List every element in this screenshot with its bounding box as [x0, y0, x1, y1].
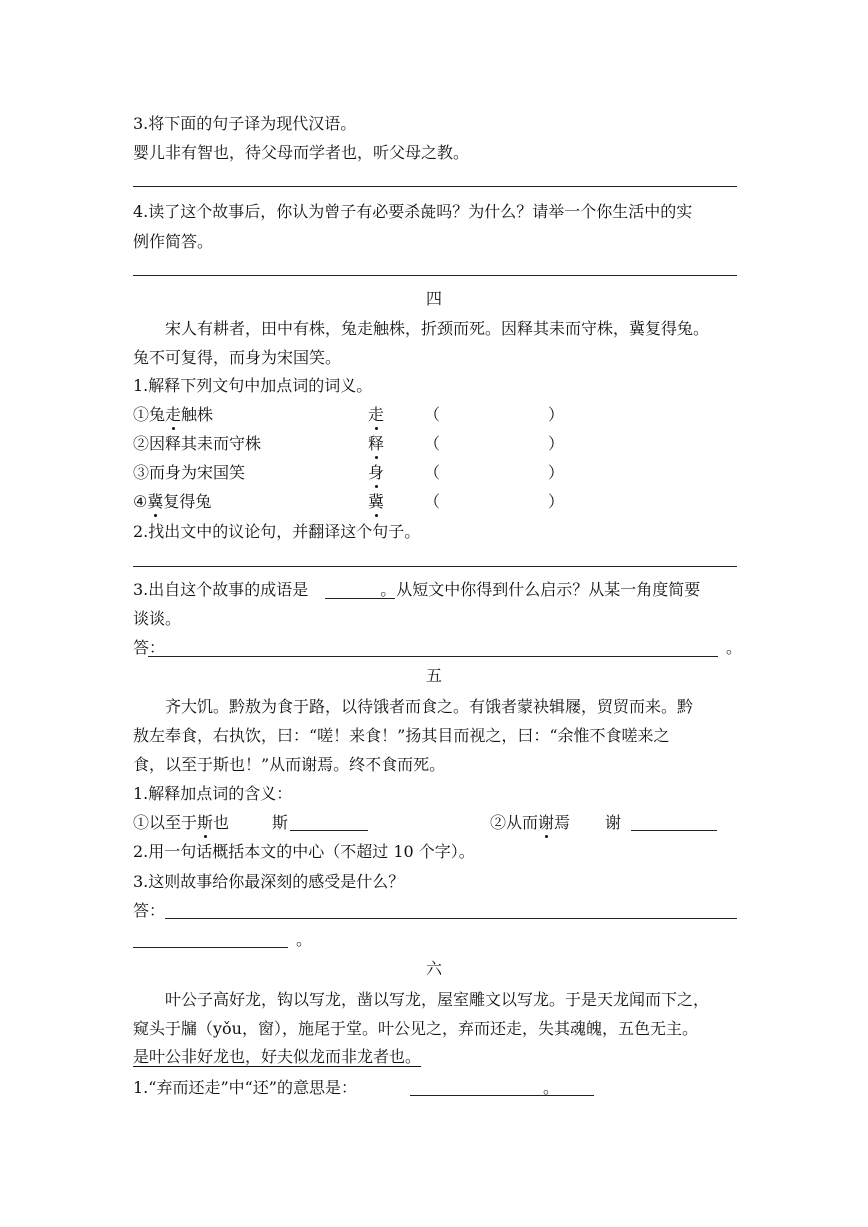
answer-blank[interactable] [410, 1095, 594, 1096]
vocab-word: 走 [368, 405, 385, 424]
vocab-word: 谢 [605, 813, 622, 832]
passage-line: 齐大饥。黔敖为食于路，以待饿者而食之。有饿者蒙袂辑屦，贸贸而来。黔 [165, 697, 694, 716]
vocab-word: 释 [368, 434, 385, 453]
question-4-line2: 例作简答。 [133, 232, 214, 251]
section-heading-5: 五 [425, 666, 442, 685]
answer-paren-open[interactable]: （ [424, 434, 441, 453]
answer-blank[interactable] [290, 830, 368, 831]
vocab-phrase: ②从而谢焉 [490, 813, 571, 832]
answer-paren-open[interactable]: （ [424, 405, 441, 424]
passage-line: 敖左奉食，右执饮，曰：“嗟！来食！”扬其目而视之，曰：“余惟不食嗟来之 [133, 726, 670, 745]
question-2-prompt: 2.用一句话概括本文的中心（不超过 10 个字）。 [133, 842, 475, 861]
vocab-phrase: ①以至于斯也 [133, 813, 230, 832]
answer-paren-open[interactable]: （ [424, 463, 441, 482]
answer-label: 答： [133, 638, 166, 657]
answer-label: 答： [133, 901, 166, 920]
passage-line: 食，以至于斯也！”从而谢焉。终不食而死。 [133, 755, 446, 774]
answer-line[interactable] [165, 918, 737, 919]
vocab-word: 身 [368, 463, 385, 482]
vocab-phrase: ①兔走触株 [133, 405, 214, 424]
answer-paren-open[interactable]: （ [424, 492, 441, 511]
question-1-prompt: 1.“弃而还走”中“还”的意思是： 。 [133, 1078, 560, 1097]
question-1-prompt: 1.解释下列文句中加点词的词义。 [133, 376, 373, 395]
passage-line-underlined: 是叶公非好龙也，好夫似龙而非龙者也。 [133, 1047, 422, 1066]
answer-line[interactable] [133, 275, 737, 276]
section-heading-6: 六 [425, 959, 442, 978]
answer-end-mark: 。 [296, 930, 313, 949]
answer-paren-close[interactable]: ） [548, 434, 565, 453]
passage-line: 窥头于牖（yǒu，窗），施尾于堂。叶公见之，弃而还走，失其魂魄，五色无主。 [133, 1019, 698, 1038]
question-3-prompt: 3.将下面的句子译为现代汉语。 [133, 114, 357, 133]
section-heading-4: 四 [425, 289, 442, 308]
vocab-word: 斯 [272, 813, 289, 832]
answer-paren-close[interactable]: ） [548, 463, 565, 482]
question-2-prompt: 2.找出文中的议论句，并翻译这个句子。 [133, 522, 421, 541]
question-3-line1: 3.出自这个故事的成语是 。从短文中你得到什么启示？从某一角度简要 [133, 580, 701, 599]
passage-line: 兔不可复得，而身为宋国笑。 [133, 348, 342, 367]
passage-line: 宋人有耕者，田中有株，兔走触株，折颈而死。因释其耒而守株，冀复得兔。 [165, 319, 710, 338]
answer-end-mark: 。 [726, 638, 743, 657]
answer-blank[interactable] [631, 830, 717, 831]
question-3-line2: 谈谈。 [133, 609, 182, 628]
answer-paren-close[interactable]: ） [548, 405, 565, 424]
vocab-phrase: ③而身为宋国笑 [133, 463, 246, 482]
vocab-word: 冀 [368, 492, 385, 511]
answer-line[interactable] [133, 947, 288, 948]
question-1-prompt: 1.解释加点词的含义： [133, 784, 293, 803]
vocab-phrase: ②因释其耒而守株 [133, 434, 262, 453]
question-4-line1: 4.读了这个故事后，你认为曾子有必要杀彘吗？为什么？请举一个你生活中的实 [133, 202, 693, 221]
vocab-phrase: ④冀复得兔 [133, 492, 212, 511]
answer-line[interactable] [133, 186, 737, 187]
question-3-prompt: 3.这则故事给你最深刻的感受是什么？ [133, 872, 405, 891]
question-3-sentence: 婴儿非有智也，待父母而学者也，听父母之教。 [133, 143, 470, 162]
passage-line: 叶公子高好龙，钩以写龙，凿以写龙，屋室雕文以写龙。于是天龙闻而下之， [165, 990, 710, 1009]
answer-line[interactable] [133, 566, 737, 567]
answer-paren-close[interactable]: ） [548, 492, 565, 511]
answer-line[interactable] [148, 656, 718, 657]
idiom-blank[interactable] [325, 598, 395, 599]
